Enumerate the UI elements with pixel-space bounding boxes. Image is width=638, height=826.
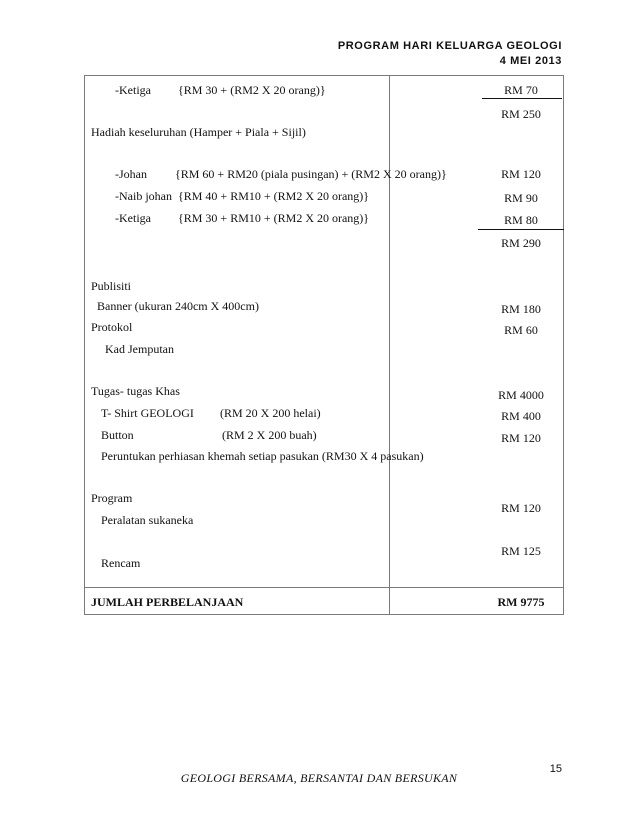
rencam-amount: RM 125 [501, 544, 541, 558]
page-number: 15 [549, 763, 562, 775]
page-footer: GEOLOGI BERSAMA, BERSANTAI DAN BERSUKAN [180, 771, 458, 785]
header-title: PROGRAM HARI KELUARGA GEOLOGI [337, 40, 562, 52]
ketiga1-calc: {RM 30 + (RM2 X 20 orang)} [178, 83, 326, 97]
tugas-khas-amount: RM 4000 [498, 388, 544, 402]
rencam-label: Rencam [101, 556, 141, 570]
header-date: 4 MEI 2013 [499, 55, 562, 67]
tshirt-label: T- Shirt GEOLOGI [101, 406, 194, 420]
total-label: JUMLAH PERBELANJAAN [91, 595, 244, 609]
tugas-khas-heading: Tugas- tugas Khas [91, 384, 180, 398]
hadiah-heading: Hadiah keseluruhan (Hamper + Piala + Sijil) [91, 125, 306, 139]
naib-johan-amount: RM 90 [504, 191, 538, 205]
peruntukan-label: Peruntukan perhiasan khemah setiap pasukan (RM30 X 4 pasukan) [101, 449, 424, 463]
sum-rule [482, 98, 562, 99]
publisiti-heading: Publisiti [91, 279, 132, 293]
button-calc: (RM 2 X 200 buah) [222, 428, 317, 442]
button-amount: RM 120 [501, 431, 541, 445]
johan-label: -Johan [115, 167, 147, 181]
tshirt-amount: RM 400 [501, 409, 541, 423]
program-heading: Program [91, 491, 133, 505]
johan-calc: {RM 60 + RM20 (piala pusingan) + (RM2 X 20 orang)} [175, 167, 447, 181]
total-amount: RM 9775 [497, 595, 545, 609]
banner-amount: RM 180 [501, 302, 541, 316]
tshirt-calc: (RM 20 X 200 helai) [220, 406, 321, 420]
johan-amount: RM 120 [501, 167, 541, 181]
banner-label: Banner (ukuran 240cm X 400cm) [97, 299, 259, 313]
peralatan-label: Peralatan sukaneka [101, 513, 194, 527]
sum-rule [478, 229, 564, 230]
subtotal1-amount: RM 250 [501, 107, 541, 121]
naib-johan-label: -Naib johan [115, 189, 172, 203]
ketiga2-label: -Ketiga [115, 211, 151, 225]
button-label: Button [101, 428, 134, 442]
naib-johan-calc: {RM 40 + RM10 + (RM2 X 20 orang)} [178, 189, 370, 203]
ketiga2-amount: RM 80 [504, 213, 538, 227]
ketiga1-amount: RM 70 [504, 83, 538, 97]
column-divider [389, 75, 390, 615]
kad-jemputan-label: Kad Jemputan [105, 342, 174, 356]
protokol-amount: RM 60 [504, 323, 538, 337]
ketiga2-calc: {RM 30 + RM10 + (RM2 X 20 orang)} [178, 211, 370, 225]
protokol-heading: Protokol [91, 320, 133, 334]
total-row-divider [84, 587, 564, 588]
ketiga1-label: -Ketiga [115, 83, 151, 97]
subtotal2-amount: RM 290 [501, 236, 541, 250]
program-amount: RM 120 [501, 501, 541, 515]
